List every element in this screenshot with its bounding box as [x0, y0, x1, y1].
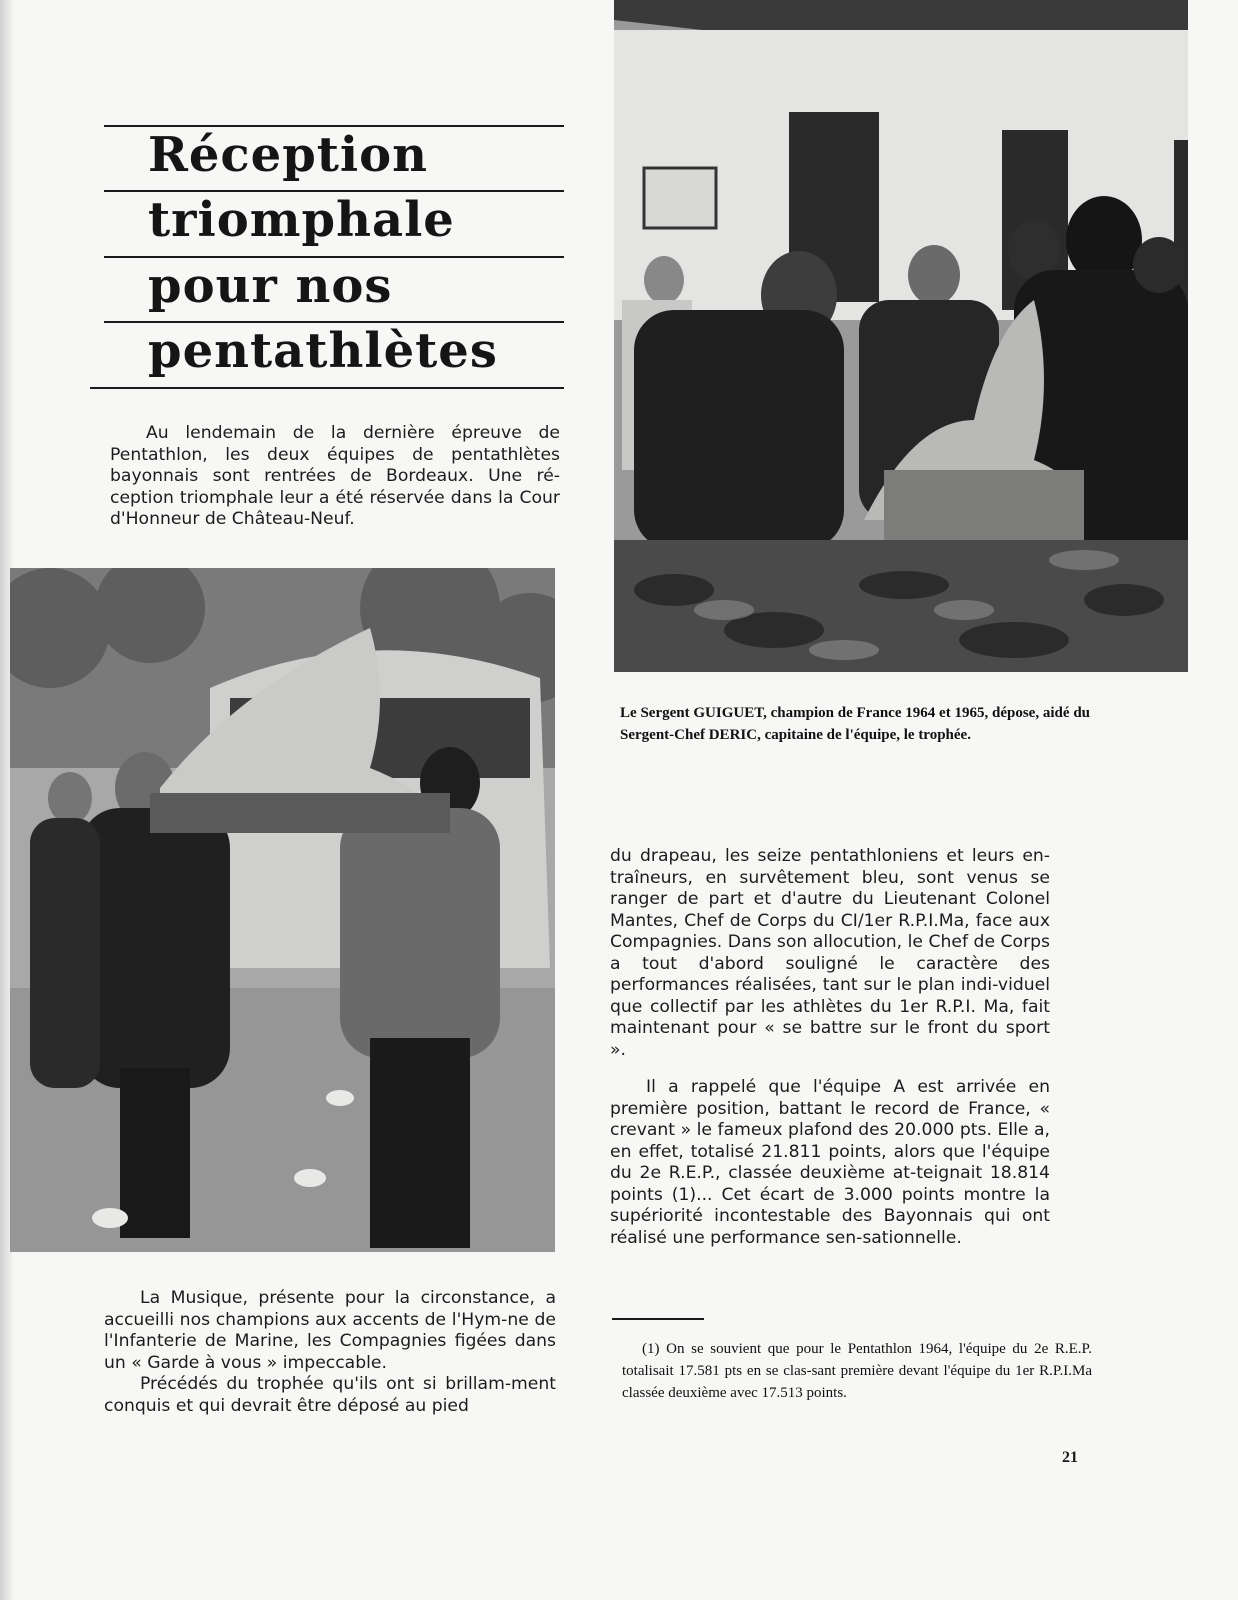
- left-column-text: [104, 1288, 556, 1417]
- page-number: 21: [1062, 1449, 1078, 1466]
- title-line-4: pentathlètes: [148, 323, 498, 379]
- trophy-table-photo: [614, 0, 1188, 672]
- title-line-2: triomphale: [148, 192, 455, 248]
- procession-photo: [10, 568, 555, 1252]
- title-rule: [90, 387, 564, 389]
- intro-paragraph: Au lendemain de la dernière épreuve de Pentathlon, les deux équipes de pentathlètes bayonnais sont rentrées de Bordeaux. Une ré-ception triomphale leur a été réservée dans la Cour d'Honneur de Château-Neuf.: [110, 423, 560, 529]
- paragraph: Il a rappelé que l'équipe A est arrivée en première position, battant le record de France, « crevant » le fameux plafond des 20.000 pts. Elle a, en effet, totalisé 21.811 points, alors que l'équipe du 2e R.E.P., classée deuxième at-teignait 18.814 points (1)... Cet écart de 3.000 points montre la supériorité incontestable des Bayonnais qui ont réalisé une performance sen-sationnelle.: [610, 1077, 1050, 1248]
- right-column-text: [610, 846, 1050, 1249]
- footnote-separator: [612, 1318, 704, 1320]
- footnote: (1) On se souvient que pour le Pentathlon 1964, l'équipe du 2e R.E.P. totalisait 17.581 pts en se clas-sant première devant l'équipe du 1er R.P.I.Ma classée deuxième avec 17.513 points.: [622, 1341, 1092, 1401]
- photo-caption: Le Sergent GUIGUET, champion de France 1964 et 1965, dépose, aidé du Sergent-Chef DERIC, capitaine de l'équipe, le trophée.: [620, 705, 1090, 743]
- paragraph: La Musique, présente pour la circonstance, a accueilli nos champions aux accents de l'Hym-ne de l'Infanterie de Marine, les Compagnies figées dans un « Garde à vous » impeccable.: [104, 1288, 556, 1373]
- paragraph: Précédés du trophée qu'ils ont si brillam-ment conquis et qui devrait être déposé au pied: [104, 1374, 556, 1416]
- paragraph: du drapeau, les seize pentathloniens et leurs en-traîneurs, en survêtement bleu, sont venus se ranger de part et d'autre du Lieutenant Colonel Mantes, Chef de Corps du CI/1er R.P.I.Ma, face aux Compagnies. Dans son allocution, le Chef de Corps a tout d'abord souligné le caractère des performances réalisées, tant sur le plan indi-viduel que collectif par les athlètes du 1er R.P.I. Ma, fait maintenant pour « se battre sur le front du sport ».: [610, 846, 1050, 1060]
- title-line-3: pour nos: [148, 258, 393, 314]
- title-line-1: Réception: [148, 127, 429, 183]
